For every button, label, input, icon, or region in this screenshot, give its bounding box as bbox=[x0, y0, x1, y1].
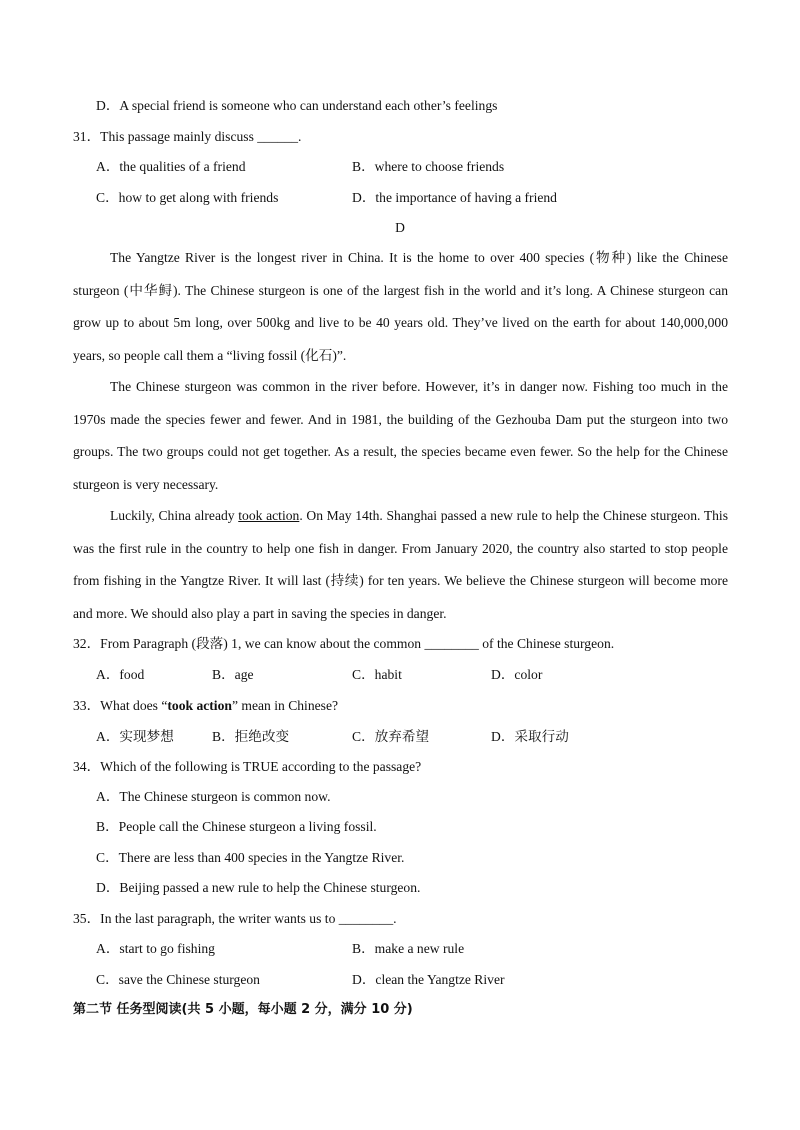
took-action-underlined: took action bbox=[238, 508, 300, 523]
passage-d-paragraph-2 bbox=[73, 371, 728, 502]
q33-stem-before: 33．What does “ bbox=[73, 698, 168, 713]
q35-option-b: B．make a new rule bbox=[352, 941, 465, 956]
q32-option-c: C．habit bbox=[352, 667, 402, 682]
q35-option-c: C．save the Chinese sturgeon bbox=[96, 972, 260, 987]
paragraph-3-text-after: . On May 14th. Shanghai passed a new rule to help the Chinese sturgeon. This was the first rule in the country to help one fish in danger. From January 2020, the country also started to stop people from fishing in the Yangtze River. It will last (持续) for ten years. We believe the Chinese sturgeon will become more and more. We should also play a part in saving the species in danger. bbox=[73, 508, 728, 622]
q32-stem: 32．From Paragraph (段落) 1, we can know about the common ________ of the Chinese sturgeon. bbox=[73, 636, 615, 651]
q33-option-a: A．实现梦想 bbox=[96, 729, 174, 744]
q35-option-d: D．clean the Yangtze River bbox=[352, 972, 505, 987]
q34-option-c: C．There are less than 400 species in the Yangtze River. bbox=[96, 850, 405, 865]
passage-d-heading: D bbox=[395, 220, 405, 235]
q31-stem: 31．This passage mainly discuss ______. bbox=[73, 129, 302, 144]
q33-option-c: C．放弃希望 bbox=[352, 729, 430, 744]
q30-option-d: D．A special friend is someone who can understand each other’s feelings bbox=[96, 98, 498, 113]
paragraph-1-text: The Yangtze River is the longest river in China. It is the home to over 400 species (物种) like the Chinese sturgeon (中华鲟). The Chinese sturgeon is one of the largest fish in the world and it’s long. A Chinese sturgeon can grow up to about 5m long, over 500kg and live to be 40 years old. They’ve lived on the earth for about 140,000,000 years, so people call them a “living fossil (化石)”. bbox=[73, 250, 728, 364]
q33-option-d: D．采取行动 bbox=[491, 729, 569, 744]
passage-d-paragraph-1 bbox=[73, 242, 728, 373]
q31-option-c: C．how to get along with friends bbox=[96, 190, 279, 205]
q32-option-d: D．color bbox=[491, 667, 543, 682]
q34-option-b: B．People call the Chinese sturgeon a living fossil. bbox=[96, 819, 377, 834]
q31-option-d: D．the importance of having a friend bbox=[352, 190, 557, 205]
q34-stem: 34．Which of the following is TRUE according to the passage? bbox=[73, 759, 422, 774]
q32-option-b: B．age bbox=[212, 667, 254, 682]
section-2-heading: 第二节 任务型阅读(共 5 小题，每小题 2 分，满分 10 分) bbox=[73, 1002, 413, 1017]
q33-stem-after: ” mean in Chinese? bbox=[231, 698, 339, 713]
q35-stem: 35．In the last paragraph, the writer wants us to ________. bbox=[73, 911, 397, 926]
q33-stem bbox=[73, 697, 338, 715]
q34-option-a: A．The Chinese sturgeon is common now. bbox=[96, 789, 331, 804]
q33-option-b: B．拒绝改变 bbox=[212, 729, 290, 744]
q35-option-a: A．start to go fishing bbox=[96, 941, 215, 956]
q31-option-a: A．the qualities of a friend bbox=[96, 159, 246, 174]
q34-option-d: D．Beijing passed a new rule to help the Chinese sturgeon. bbox=[96, 880, 421, 895]
q33-stem-bold: took action bbox=[167, 698, 232, 713]
q31-option-b: B．where to choose friends bbox=[352, 159, 505, 174]
q32-option-a: A．food bbox=[96, 667, 145, 682]
paragraph-2-text: The Chinese sturgeon was common in the river before. However, it’s in danger now. Fishing too much in the 1970s made the species fewer and fewer. And in 1981, the building of the Gezhouba Dam put the sturgeon into two groups. The two groups could not get together. As a result, the species became even fewer. So the help for the Chinese sturgeon is very necessary. bbox=[73, 379, 728, 493]
paragraph-3-text-before: Luckily, China already bbox=[110, 508, 239, 523]
passage-d-paragraph-3 bbox=[73, 500, 728, 631]
